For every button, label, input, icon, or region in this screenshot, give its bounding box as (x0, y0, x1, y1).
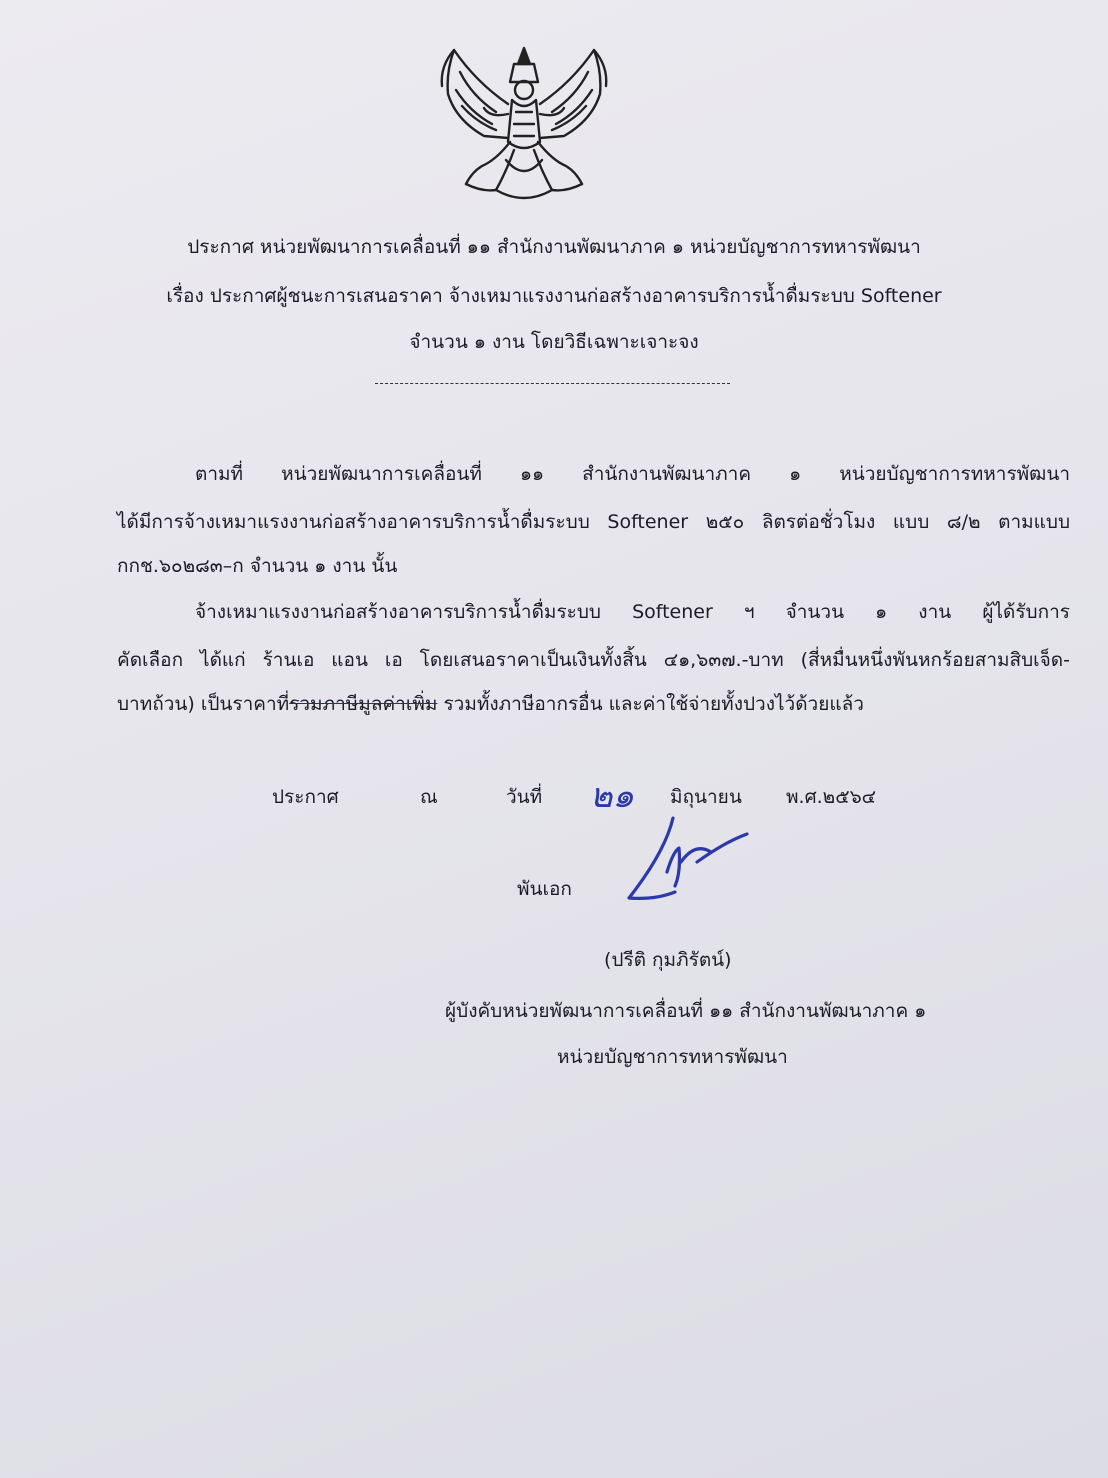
subject-line-continued: จำนวน ๑ งาน โดยวิธีเฉพาะเจาะจง (409, 331, 699, 353)
paragraph2-line2: คัดเลือก ได้แก่ ร้านเอ แอน เอ โดยเสนอราคาเป็นเงินทั้งสิ้น ๔๑,๖๓๗.-บาท (สี่หมื่นหนึ่งพันหกร้อยสามสิบเจ็ด- (117, 649, 1070, 671)
signer-position-line1: ผู้บังคับหน่วยพัฒนาการเคลื่อนที่ ๑๑ สำนักงานพัฒนาภาค ๑ (445, 1000, 927, 1022)
paragraph2-line3 (117, 691, 864, 717)
date-announce-label: ประกาศ (272, 786, 339, 808)
paragraph1-line3: กกช.๖๐๒๘๓–ก จำนวน ๑ งาน นั้น (117, 555, 398, 577)
struck-vat-text: รวมภาษีมูลค่าเพิ่ม (289, 693, 438, 715)
paragraph1-line2: ได้มีการจ้างเหมาแรงงานก่อสร้างอาคารบริการน้ำดื่มระบบ Softener ๒๕๐ ลิตรต่อชั่วโมง แบบ ๘/๒ ตามแบบ (117, 511, 1070, 533)
signer-rank: พันเอก (517, 878, 572, 900)
signer-position-line2: หน่วยบัญชาการทหารพัฒนา (557, 1046, 788, 1068)
date-month: มิถุนายน (670, 786, 742, 808)
signer-name: (ปรีติ กุมภิรัตน์) (604, 949, 732, 971)
paragraph2-line3-end: รวมทั้งภาษีอากรอื่น และค่าใช้จ่ายทั้งปวงไว้ด้วยแล้ว (437, 693, 864, 715)
date-day-label: วันที่ (506, 786, 543, 808)
date-year: พ.ศ.๒๕๖๔ (786, 786, 877, 808)
handwritten-signature-icon (615, 812, 755, 912)
announcement-title: ประกาศ หน่วยพัฒนาการเคลื่อนที่ ๑๑ สำนักงานพัฒนาภาค ๑ หน่วยบัญชาการทหารพัฒนา (187, 236, 921, 258)
garuda-emblem-icon (436, 42, 612, 206)
date-at-label: ณ (420, 786, 438, 808)
subject-line: เรื่อง ประกาศผู้ชนะการเสนอราคา จ้างเหมาแรงงานก่อสร้างอาคารบริการน้ำดื่มระบบ Softener (166, 285, 942, 307)
divider (375, 383, 730, 384)
paragraph2-line3-start: บาทถ้วน) เป็นราคาที่ (117, 693, 290, 715)
handwritten-day-value: ๒๑ (590, 776, 634, 816)
paragraph2-line1: จ้างเหมาแรงงานก่อสร้างอาคารบริการน้ำดื่มระบบ Softener ฯ จำนวน ๑ งาน ผู้ได้รับการ (195, 601, 1070, 623)
paragraph1-line1: ตามที่ หน่วยพัฒนาการเคลื่อนที่ ๑๑ สำนักงานพัฒนาภาค ๑ หน่วยบัญชาการทหารพัฒนา (195, 463, 1070, 485)
